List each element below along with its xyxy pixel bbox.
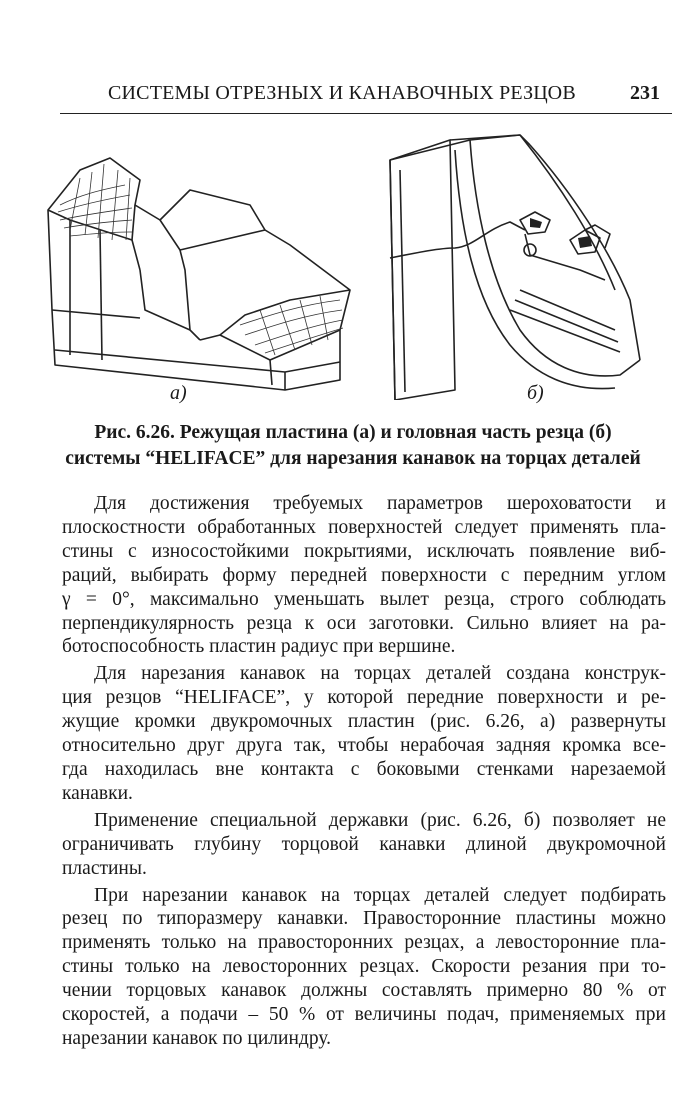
text-line: скоростей, а подачи – 50 % от величины подач, применяемых при [62,1004,666,1026]
text-line: перпендикулярность резца к оси заготовки. Сильно влияет на ра- [62,612,666,634]
running-title: СИСТЕМЫ ОТРЕЗНЫХ И КАНАВОЧНЫХ РЕЗЦОВ [108,82,576,104]
text-line: Для достижения требуемых параметров шероховатости и [94,493,666,514]
text-line: ботоспособность пластин радиус при вершине. [62,636,456,658]
text-line: стины с износостойкими покрытиями, исключать появление виб- [62,540,666,562]
text-line: относительно друг друга так, чтобы нерабочая задняя кромка все- [62,735,666,757]
text-line: раций, выбирать форму передней поверхности с передним углом [62,564,666,586]
text-line: ограничивать глубину торцовой канавки длиной двукромочной [62,833,666,855]
text-line: Применение специальной державки (рис. 6.26, б) позволяет не [94,809,666,831]
tool-head-drawing [380,130,660,400]
text-line: ция резцов “HELIFACE”, у которой передние поверхности и ре- [62,687,666,709]
text-line: резец по типоразмеру канавки. Правосторонние пластины можно [62,908,666,930]
text-line: плоскостности обработанных поверхностей следует применять пла- [62,516,666,538]
figure-6-26 [0,120,694,420]
caption-line-1: Рис. 6.26. Режущая пластина (а) и головная часть резца (б) [94,422,612,443]
text-line: γ = 0°, максимально уменьшать вылет резца, строго соблюдать [62,588,666,610]
caption-line-2: системы “HELIFACE” для нарезания канавок на торцах деталей [65,448,641,469]
paragraph-1 [62,492,666,659]
text-line: применять только на правосторонних резцах, а левосторонние пла- [62,932,666,954]
text-line: При нарезании канавок на торцах деталей следует подбирать [94,884,666,906]
text-line: нарезании канавок по цилиндру. [62,1027,331,1049]
body-text [62,492,666,1054]
text-line: Для нарезания канавок на торцах деталей создана конструк- [94,663,666,685]
paragraph-3 [62,809,666,881]
running-head [60,82,672,110]
cutting-insert-drawing [40,150,360,400]
text-line: канавки. [62,782,133,804]
text-line: стины только на левосторонних резцах. Скорости резания при то- [62,956,666,978]
text-line: гда находилась вне контакта с боковыми стенками нарезаемой [62,758,666,780]
text-line: пластины. [62,857,147,879]
paragraph-4 [62,884,666,1051]
figure-label-a: а) [170,382,187,404]
paragraph-2 [62,662,666,805]
text-line: чении торцовых канавок должны составлять примерно 80 % от [62,980,666,1002]
figure-caption [40,420,666,472]
text-line: жущие кромки двукромочных пластин (рис. 6.26, а) развернуты [62,711,666,733]
figure-label-b: б) [527,382,544,404]
header-rule [60,113,672,114]
page-number: 231 [630,82,660,104]
